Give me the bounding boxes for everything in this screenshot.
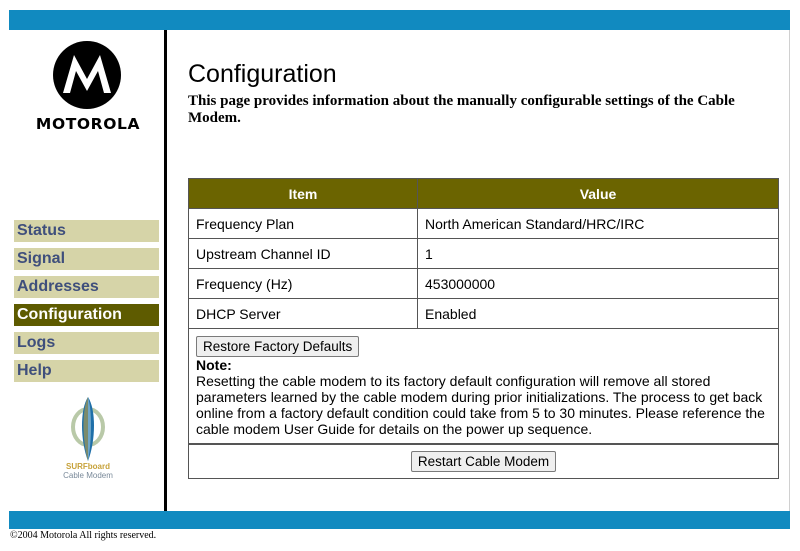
row-item-frequency-plan: Frequency Plan <box>189 209 418 239</box>
reset-section <box>188 329 779 444</box>
page-description: This page provides information about the manually configurable settings of the Cable Modem. <box>188 93 735 126</box>
motorola-logo-icon <box>53 41 121 109</box>
row-value-upstream-channel: 1 <box>418 239 779 269</box>
table-header-row <box>189 179 779 209</box>
nav-item-signal[interactable]: Signal <box>14 248 159 270</box>
nav-item-configuration[interactable]: Configuration <box>14 304 159 326</box>
row-item-dhcp-server: DHCP Server <box>189 299 418 329</box>
sidebar-divider <box>164 30 167 511</box>
table-row <box>189 209 779 239</box>
restore-factory-defaults-button[interactable]: Restore Factory Defaults <box>196 336 359 357</box>
restart-cable-modem-button[interactable]: Restart Cable Modem <box>411 451 556 472</box>
page-title: Configuration <box>188 60 337 88</box>
row-item-frequency: Frequency (Hz) <box>189 269 418 299</box>
row-value-frequency: 453000000 <box>418 269 779 299</box>
table-row <box>189 269 779 299</box>
surfboard-brand: SURFboard <box>66 462 110 471</box>
nav-item-logs[interactable]: Logs <box>14 332 159 354</box>
nav-item-help[interactable]: Help <box>14 360 159 382</box>
note-title: Note: <box>196 357 232 373</box>
column-header-item: Item <box>189 179 418 209</box>
footer-copyright: ©2004 Motorola All rights reserved. <box>10 530 157 541</box>
row-value-dhcp-server: Enabled <box>418 299 779 329</box>
column-header-value: Value <box>418 179 779 209</box>
table-row <box>189 299 779 329</box>
top-banner <box>9 10 790 30</box>
table-row <box>189 239 779 269</box>
row-item-upstream-channel: Upstream Channel ID <box>189 239 418 269</box>
brand-name: MOTOROLA <box>35 115 141 133</box>
config-table <box>188 178 779 329</box>
sidebar-nav <box>14 220 159 388</box>
row-value-frequency-plan: North American Standard/HRC/IRC <box>418 209 779 239</box>
surfboard-caption <box>50 462 126 480</box>
restart-section <box>188 444 779 479</box>
bottom-banner <box>9 511 790 529</box>
right-edge-line <box>789 30 790 511</box>
nav-item-addresses[interactable]: Addresses <box>14 276 159 298</box>
note-body: Resetting the cable modem to its factory default configuration will remove all stored parameters learned by the cable modem during prior initializations. The process to get back online from a factory default condition could take from 5 to 30 minutes. Please reference the cable modem User Guide for details on the power up sequence. <box>196 373 765 437</box>
surfboard-sub: Cable Modem <box>63 471 113 480</box>
nav-item-status[interactable]: Status <box>14 220 159 242</box>
